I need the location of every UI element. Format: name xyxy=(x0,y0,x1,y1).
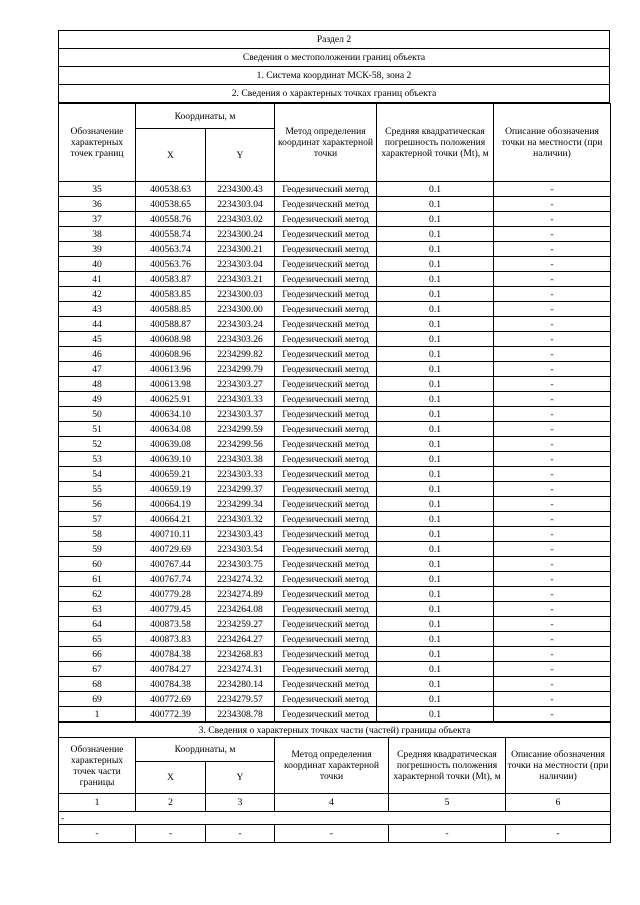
coord-x: 400784.38 xyxy=(136,677,206,692)
table-row xyxy=(59,212,611,227)
table-row xyxy=(59,512,611,527)
description: - xyxy=(494,692,611,707)
dash-cell: - xyxy=(275,825,389,843)
table-row xyxy=(59,497,611,512)
method: Геодезический метод xyxy=(275,677,377,692)
coord-x: 400558.76 xyxy=(136,212,206,227)
coord-x: 400608.98 xyxy=(136,332,206,347)
description: - xyxy=(494,542,611,557)
method: Геодезический метод xyxy=(275,542,377,557)
point-number: 1 xyxy=(59,707,136,722)
description: - xyxy=(494,377,611,392)
description: - xyxy=(494,227,611,242)
description: - xyxy=(494,677,611,692)
method: Геодезический метод xyxy=(275,557,377,572)
accuracy: 0.1 xyxy=(377,377,494,392)
coord-y: 2234299.56 xyxy=(206,437,275,452)
method: Геодезический метод xyxy=(275,617,377,632)
description: - xyxy=(494,392,611,407)
method: Геодезический метод xyxy=(275,572,377,587)
coord-x: 400563.74 xyxy=(136,242,206,257)
coord-y: 2234303.37 xyxy=(206,407,275,422)
coord-y: 2234299.79 xyxy=(206,362,275,377)
point-number: 42 xyxy=(59,287,136,302)
accuracy: 0.1 xyxy=(377,332,494,347)
method: Геодезический метод xyxy=(275,647,377,662)
part-col-header-point: Обозначение характерных точек части границы xyxy=(59,738,136,794)
table-row xyxy=(59,287,611,302)
coord-x: 400583.85 xyxy=(136,287,206,302)
accuracy: 0.1 xyxy=(377,482,494,497)
accuracy: 0.1 xyxy=(377,572,494,587)
accuracy: 0.1 xyxy=(377,317,494,332)
coord-x: 400772.39 xyxy=(136,707,206,722)
description: - xyxy=(494,302,611,317)
col-header-x: X xyxy=(136,129,206,182)
point-number: 40 xyxy=(59,257,136,272)
coord-x: 400767.74 xyxy=(136,572,206,587)
coord-x: 400588.87 xyxy=(136,317,206,332)
section-label: Раздел 2 xyxy=(59,31,610,49)
table-row xyxy=(59,587,611,602)
point-number: 66 xyxy=(59,647,136,662)
accuracy: 0.1 xyxy=(377,587,494,602)
column-number: 4 xyxy=(275,794,389,812)
coord-y: 2234303.26 xyxy=(206,332,275,347)
point-number: 65 xyxy=(59,632,136,647)
method: Геодезический метод xyxy=(275,632,377,647)
description: - xyxy=(494,647,611,662)
point-number: 48 xyxy=(59,377,136,392)
description: - xyxy=(494,347,611,362)
point-number: 43 xyxy=(59,302,136,317)
coord-y: 2234264.08 xyxy=(206,602,275,617)
table-row xyxy=(59,677,611,692)
accuracy: 0.1 xyxy=(377,707,494,722)
points-table-title: 2. Сведения о характерных точках границ объекта xyxy=(59,85,610,103)
table-row xyxy=(59,332,611,347)
method: Геодезический метод xyxy=(275,407,377,422)
description: - xyxy=(494,707,611,722)
part-table-title: 3. Сведения о характерных точках части (частей) границы объекта xyxy=(59,723,611,738)
column-number: 6 xyxy=(506,794,611,812)
point-number: 59 xyxy=(59,542,136,557)
coord-x: 400583.87 xyxy=(136,272,206,287)
blank-row-cell: - xyxy=(59,812,611,825)
coordinate-system: 1. Система координат МСК-58, зона 2 xyxy=(59,67,610,85)
table-row xyxy=(59,422,611,437)
coord-y: 2234303.33 xyxy=(206,467,275,482)
col-header-point: Обозначение характерных точек границ xyxy=(59,104,136,182)
point-number: 37 xyxy=(59,212,136,227)
table-row xyxy=(59,437,611,452)
coord-x: 400639.08 xyxy=(136,437,206,452)
coord-x: 400613.96 xyxy=(136,362,206,377)
coord-y: 2234303.21 xyxy=(206,272,275,287)
coord-x: 400784.27 xyxy=(136,662,206,677)
coord-x: 400558.74 xyxy=(136,227,206,242)
table-row xyxy=(59,602,611,617)
table-row xyxy=(59,242,611,257)
point-number: 38 xyxy=(59,227,136,242)
point-number: 44 xyxy=(59,317,136,332)
dash-cell: - xyxy=(389,825,506,843)
accuracy: 0.1 xyxy=(377,437,494,452)
dash-cell: - xyxy=(506,825,611,843)
coord-y: 2234300.43 xyxy=(206,182,275,197)
table-row xyxy=(59,467,611,482)
accuracy: 0.1 xyxy=(377,272,494,287)
point-number: 64 xyxy=(59,617,136,632)
table-row xyxy=(59,362,611,377)
table-row xyxy=(59,632,611,647)
accuracy: 0.1 xyxy=(377,287,494,302)
method: Геодезический метод xyxy=(275,392,377,407)
coord-y: 2234303.54 xyxy=(206,542,275,557)
col-header-accuracy: Средняя квадратическая погрешность положения характерной точки (Mt), м xyxy=(377,104,494,182)
accuracy: 0.1 xyxy=(377,467,494,482)
accuracy: 0.1 xyxy=(377,542,494,557)
table-row xyxy=(59,197,611,212)
point-number: 55 xyxy=(59,482,136,497)
coord-y: 2234299.82 xyxy=(206,347,275,362)
point-number: 41 xyxy=(59,272,136,287)
accuracy: 0.1 xyxy=(377,557,494,572)
description: - xyxy=(494,332,611,347)
accuracy: 0.1 xyxy=(377,677,494,692)
accuracy: 0.1 xyxy=(377,347,494,362)
blank-row xyxy=(59,812,611,825)
description: - xyxy=(494,617,611,632)
point-number: 49 xyxy=(59,392,136,407)
description: - xyxy=(494,557,611,572)
accuracy: 0.1 xyxy=(377,602,494,617)
accuracy: 0.1 xyxy=(377,647,494,662)
point-number: 50 xyxy=(59,407,136,422)
table-row xyxy=(59,557,611,572)
point-number: 51 xyxy=(59,422,136,437)
part-col-header-accuracy: Средняя квадратическая погрешность положения характерной точки (Mt), м xyxy=(389,738,506,794)
point-number: 56 xyxy=(59,497,136,512)
point-number: 67 xyxy=(59,662,136,677)
coord-x: 400613.98 xyxy=(136,377,206,392)
coord-x: 400873.58 xyxy=(136,617,206,632)
description: - xyxy=(494,212,611,227)
table-row xyxy=(59,347,611,362)
description: - xyxy=(494,182,611,197)
part-col-header-y: Y xyxy=(206,762,275,794)
method: Геодезический метод xyxy=(275,362,377,377)
coord-y: 2234303.75 xyxy=(206,557,275,572)
method: Геодезический метод xyxy=(275,692,377,707)
method: Геодезический метод xyxy=(275,422,377,437)
accuracy: 0.1 xyxy=(377,227,494,242)
method: Геодезический метод xyxy=(275,512,377,527)
method: Геодезический метод xyxy=(275,242,377,257)
coord-x: 400563.76 xyxy=(136,257,206,272)
section-header xyxy=(58,30,610,103)
coord-x: 400538.63 xyxy=(136,182,206,197)
table-row xyxy=(59,647,611,662)
description: - xyxy=(494,272,611,287)
method: Геодезический метод xyxy=(275,272,377,287)
coord-x: 400779.28 xyxy=(136,587,206,602)
coord-x: 400710.11 xyxy=(136,527,206,542)
method: Геодезический метод xyxy=(275,197,377,212)
section-title: Сведения о местоположении границ объекта xyxy=(59,49,610,67)
table-row xyxy=(59,527,611,542)
dash-cell: - xyxy=(136,825,206,843)
method: Геодезический метод xyxy=(275,332,377,347)
table-row xyxy=(59,572,611,587)
point-number: 62 xyxy=(59,587,136,602)
coord-y: 2234303.32 xyxy=(206,512,275,527)
coord-y: 2234303.02 xyxy=(206,212,275,227)
method: Геодезический метод xyxy=(275,257,377,272)
point-number: 47 xyxy=(59,362,136,377)
coord-x: 400634.08 xyxy=(136,422,206,437)
coord-y: 2234300.03 xyxy=(206,287,275,302)
col-header-coords: Координаты, м xyxy=(136,104,275,129)
table-row xyxy=(59,542,611,557)
point-number: 45 xyxy=(59,332,136,347)
description: - xyxy=(494,242,611,257)
part-col-header-coords: Координаты, м xyxy=(136,738,275,762)
description: - xyxy=(494,527,611,542)
method: Геодезический метод xyxy=(275,302,377,317)
coord-y: 2234303.38 xyxy=(206,452,275,467)
point-number: 61 xyxy=(59,572,136,587)
table-row xyxy=(59,182,611,197)
accuracy: 0.1 xyxy=(377,452,494,467)
coord-y: 2234259.27 xyxy=(206,617,275,632)
part-col-header-x: X xyxy=(136,762,206,794)
method: Геодезический метод xyxy=(275,602,377,617)
description: - xyxy=(494,197,611,212)
point-number: 57 xyxy=(59,512,136,527)
description: - xyxy=(494,422,611,437)
point-number: 52 xyxy=(59,437,136,452)
dash-row xyxy=(59,825,611,843)
accuracy: 0.1 xyxy=(377,422,494,437)
col-header-method: Метод определения координат характерной точки xyxy=(275,104,377,182)
column-number: 5 xyxy=(389,794,506,812)
accuracy: 0.1 xyxy=(377,512,494,527)
coord-y: 2234300.21 xyxy=(206,242,275,257)
coord-x: 400659.21 xyxy=(136,467,206,482)
coord-x: 400664.21 xyxy=(136,512,206,527)
table-row xyxy=(59,227,611,242)
point-number: 69 xyxy=(59,692,136,707)
description: - xyxy=(494,602,611,617)
accuracy: 0.1 xyxy=(377,257,494,272)
coord-x: 400767.44 xyxy=(136,557,206,572)
method: Геодезический метод xyxy=(275,287,377,302)
coord-y: 2234274.89 xyxy=(206,587,275,602)
accuracy: 0.1 xyxy=(377,242,494,257)
description: - xyxy=(494,407,611,422)
table-row xyxy=(59,302,611,317)
col-header-y: Y xyxy=(206,129,275,182)
description: - xyxy=(494,512,611,527)
coord-x: 400784.38 xyxy=(136,647,206,662)
accuracy: 0.1 xyxy=(377,692,494,707)
description: - xyxy=(494,497,611,512)
method: Геодезический метод xyxy=(275,317,377,332)
table-row xyxy=(59,482,611,497)
table-row xyxy=(59,692,611,707)
coord-x: 400664.19 xyxy=(136,497,206,512)
coord-y: 2234303.04 xyxy=(206,197,275,212)
coord-x: 400659.19 xyxy=(136,482,206,497)
description: - xyxy=(494,632,611,647)
method: Геодезический метод xyxy=(275,437,377,452)
point-number: 35 xyxy=(59,182,136,197)
boundary-points-table xyxy=(58,103,611,722)
accuracy: 0.1 xyxy=(377,362,494,377)
column-numbers-row xyxy=(59,794,611,812)
point-number: 68 xyxy=(59,677,136,692)
method: Геодезический метод xyxy=(275,527,377,542)
coord-x: 400779.45 xyxy=(136,602,206,617)
coord-y: 2234303.43 xyxy=(206,527,275,542)
table-row xyxy=(59,257,611,272)
point-number: 46 xyxy=(59,347,136,362)
accuracy: 0.1 xyxy=(377,407,494,422)
coord-x: 400772.69 xyxy=(136,692,206,707)
column-number: 3 xyxy=(206,794,275,812)
table-row xyxy=(59,452,611,467)
description: - xyxy=(494,287,611,302)
accuracy: 0.1 xyxy=(377,632,494,647)
document-sheet xyxy=(58,30,610,843)
accuracy: 0.1 xyxy=(377,302,494,317)
col-header-description: Описание обозначения точки на местности (при наличии) xyxy=(494,104,611,182)
coord-x: 400873.83 xyxy=(136,632,206,647)
coord-y: 2234274.32 xyxy=(206,572,275,587)
boundary-points-body xyxy=(59,182,611,722)
accuracy: 0.1 xyxy=(377,527,494,542)
method: Геодезический метод xyxy=(275,227,377,242)
method: Геодезический метод xyxy=(275,452,377,467)
method: Геодезический метод xyxy=(275,377,377,392)
method: Геодезический метод xyxy=(275,587,377,602)
point-number: 36 xyxy=(59,197,136,212)
coord-y: 2234300.00 xyxy=(206,302,275,317)
coord-x: 400608.96 xyxy=(136,347,206,362)
coord-y: 2234279.57 xyxy=(206,692,275,707)
coord-y: 2234308.78 xyxy=(206,707,275,722)
point-number: 54 xyxy=(59,467,136,482)
point-number: 63 xyxy=(59,602,136,617)
dash-cell: - xyxy=(59,825,136,843)
coord-y: 2234303.33 xyxy=(206,392,275,407)
method: Геодезический метод xyxy=(275,467,377,482)
method: Геодезический метод xyxy=(275,182,377,197)
table-row xyxy=(59,392,611,407)
coord-y: 2234303.04 xyxy=(206,257,275,272)
table-row xyxy=(59,272,611,287)
coord-x: 400538.65 xyxy=(136,197,206,212)
table-row xyxy=(59,317,611,332)
point-number: 53 xyxy=(59,452,136,467)
accuracy: 0.1 xyxy=(377,182,494,197)
method: Геодезический метод xyxy=(275,482,377,497)
coord-y: 2234268.83 xyxy=(206,647,275,662)
dash-cell: - xyxy=(206,825,275,843)
part-col-header-description: Описание обозначения точки на местности (при наличии) xyxy=(506,738,611,794)
description: - xyxy=(494,587,611,602)
accuracy: 0.1 xyxy=(377,617,494,632)
accuracy: 0.1 xyxy=(377,662,494,677)
column-number: 1 xyxy=(59,794,136,812)
table-row xyxy=(59,662,611,677)
accuracy: 0.1 xyxy=(377,497,494,512)
coord-y: 2234264.27 xyxy=(206,632,275,647)
coord-y: 2234280.14 xyxy=(206,677,275,692)
coord-x: 400625.91 xyxy=(136,392,206,407)
method: Геодезический метод xyxy=(275,497,377,512)
accuracy: 0.1 xyxy=(377,392,494,407)
table-row xyxy=(59,617,611,632)
description: - xyxy=(494,452,611,467)
description: - xyxy=(494,317,611,332)
coord-x: 400639.10 xyxy=(136,452,206,467)
coord-y: 2234299.37 xyxy=(206,482,275,497)
description: - xyxy=(494,362,611,377)
method: Геодезический метод xyxy=(275,347,377,362)
accuracy: 0.1 xyxy=(377,212,494,227)
method: Геодезический метод xyxy=(275,212,377,227)
coord-y: 2234300.24 xyxy=(206,227,275,242)
description: - xyxy=(494,572,611,587)
point-number: 58 xyxy=(59,527,136,542)
coord-y: 2234303.24 xyxy=(206,317,275,332)
method: Геодезический метод xyxy=(275,662,377,677)
coord-x: 400588.85 xyxy=(136,302,206,317)
coord-x: 400634.10 xyxy=(136,407,206,422)
description: - xyxy=(494,662,611,677)
column-number: 2 xyxy=(136,794,206,812)
part-col-header-method: Метод определения координат характерной точки xyxy=(275,738,389,794)
description: - xyxy=(494,482,611,497)
point-number: 39 xyxy=(59,242,136,257)
coord-y: 2234299.59 xyxy=(206,422,275,437)
description: - xyxy=(494,467,611,482)
coord-y: 2234299.34 xyxy=(206,497,275,512)
coord-y: 2234274.31 xyxy=(206,662,275,677)
table-row xyxy=(59,407,611,422)
description: - xyxy=(494,257,611,272)
coord-y: 2234303.27 xyxy=(206,377,275,392)
point-number: 60 xyxy=(59,557,136,572)
description: - xyxy=(494,437,611,452)
table-row xyxy=(59,707,611,722)
part-boundary-points-table xyxy=(58,722,611,843)
coord-x: 400729.69 xyxy=(136,542,206,557)
table-row xyxy=(59,377,611,392)
method: Геодезический метод xyxy=(275,707,377,722)
accuracy: 0.1 xyxy=(377,197,494,212)
